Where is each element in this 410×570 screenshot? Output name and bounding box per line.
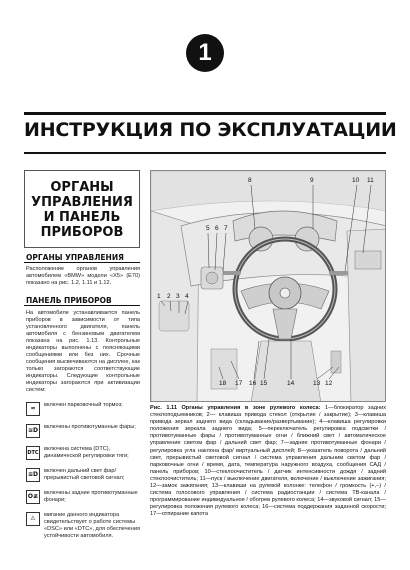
panel-paragraph: На автомобиле устанавливается панель приборов в зависимости от типа установленного двигателя, панель автомобиля с бензиновым двигателем показана на рис. 1.13. Контрольные индикаторы выполнены с поясняющими сообщениями или без них. Срочные сообщения высвечиваются на дисплее, как только загораются соответствующие индикаторы. Следующие контрольные индикаторы загораются при активизации систем: <box>26 310 140 393</box>
callout-15: 15 <box>260 380 268 387</box>
title-divider <box>24 152 386 154</box>
callout-14: 14 <box>287 380 295 387</box>
callout-1: 1 <box>157 293 161 300</box>
indicator-text: включен дальний свет фар/прерывистый световой сигнал; <box>44 468 125 481</box>
caption-label: Рис. 1.11 Органы управления в зоне рулевого колеса: <box>150 405 321 411</box>
indicator-text: включены задние противотуманные фонари; <box>44 490 138 503</box>
dashboard-illustration <box>151 171 386 402</box>
indicator-text: включены противотуманные фары; <box>44 424 136 430</box>
page-title: ИНСТРУКЦИЯ ПО ЭКСПЛУАТАЦИИ <box>24 119 397 141</box>
indicator-row-4 <box>26 468 140 488</box>
controls-heading-rule <box>24 262 140 263</box>
indicator-row-3 <box>26 446 140 466</box>
panel-heading: ПАНЕЛЬ ПРИБОРОВ <box>26 296 112 305</box>
callout-5: 5 <box>206 225 210 232</box>
callout-9: 9 <box>310 177 314 184</box>
indicator-text: мигание данного индикатора свидетельствует о работе системы «DSC» или «DTC», для обеспечения устойчивости автомобиля. <box>44 512 140 539</box>
callout-8: 8 <box>248 177 252 184</box>
callout-17: 17 <box>235 380 243 387</box>
parking-lights-icon: ≈ <box>26 402 40 416</box>
caption-text: 1—блокиратор задних стеклоподъемников; 2— клавиша привода стекол (открытие / закрытие); 3—клавиша привода зеркал заднего вида (складывание/развертывание); 4—клавиша регулировки положения зеркала заднего вида; 5—переключатель регулировка подсветки / противотуманные фары / противотуманные огни / ближний свет / автоматическое управление светом фар / дальний свет фар; 7—задние противотуманные фонари / регулировка угла наклона фар/ виртуальный дисплей; 8—указатель поворота / дальний свет, прерывистый световой сигнал / система управления дальним светом фар / парковочные огни / время, дата, температура наружного воздуха, сообщения САД / панель приборов; 10—стеклоочиститель / датчик интенсивности дождя / задний стеклоочиститель; 11—пуск / выключение двигателя, включение / выключение зажигания; 12—замок зажигания; 13—клавиши на рулевой колонке: телефон / громкость (+,–) / система голосового управления / система радиостанции / система ТВ-канала / программирование индивидуальное / обогрев рулевого колеса; 14—звуковой сигнал; 15—регулировка положения рулевого колеса; 16—система поддержания заданной скорости; 17—отпирание капота <box>150 405 386 518</box>
indicator-text: включена система (DTC), динамической регулировки тяги; <box>44 446 129 459</box>
high-beam-icon: ≡D <box>26 468 40 482</box>
callout-3: 3 <box>176 293 180 300</box>
controls-heading: ОРГАНЫ УПРАВЛЕНИЯ <box>26 253 124 262</box>
fog-light-icon: ≋D <box>26 424 40 438</box>
indicator-row-2 <box>26 424 140 444</box>
indicator-row-1 <box>26 402 140 422</box>
callout-18: 18 <box>219 380 227 387</box>
dtc-icon: DTC <box>26 446 40 460</box>
callout-6: 6 <box>215 225 219 232</box>
panel-heading-rule <box>24 305 140 306</box>
dsc-warning-icon: ⚠ <box>26 512 40 526</box>
indicator-row-6 <box>26 512 140 548</box>
indicator-text: включен парковочный тормоз; <box>44 402 123 408</box>
rear-fog-icon: O≢ <box>26 490 40 504</box>
callout-10: 10 <box>352 177 360 184</box>
callout-2: 2 <box>167 293 171 300</box>
callout-12: 12 <box>325 380 333 387</box>
callout-4: 4 <box>185 293 189 300</box>
callout-7: 7 <box>224 225 228 232</box>
top-divider <box>24 112 386 115</box>
section-title: ОРГАНЫ УПРАВЛЕНИЯ И ПАНЕЛЬ ПРИБОРОВ <box>31 180 133 240</box>
controls-paragraph: Расположение органов управления автомобилем «BMW» модели «X5» (E70) показано на рис. 1.2, 1.11 и 1.12. <box>26 266 140 286</box>
callout-13: 13 <box>313 380 321 387</box>
indicator-row-5 <box>26 490 140 510</box>
figure-caption <box>150 405 386 519</box>
figure-steering-controls <box>150 170 386 402</box>
callout-16: 16 <box>249 380 257 387</box>
chapter-number-badge: 1 <box>186 34 224 72</box>
callout-11: 11 <box>367 177 374 184</box>
